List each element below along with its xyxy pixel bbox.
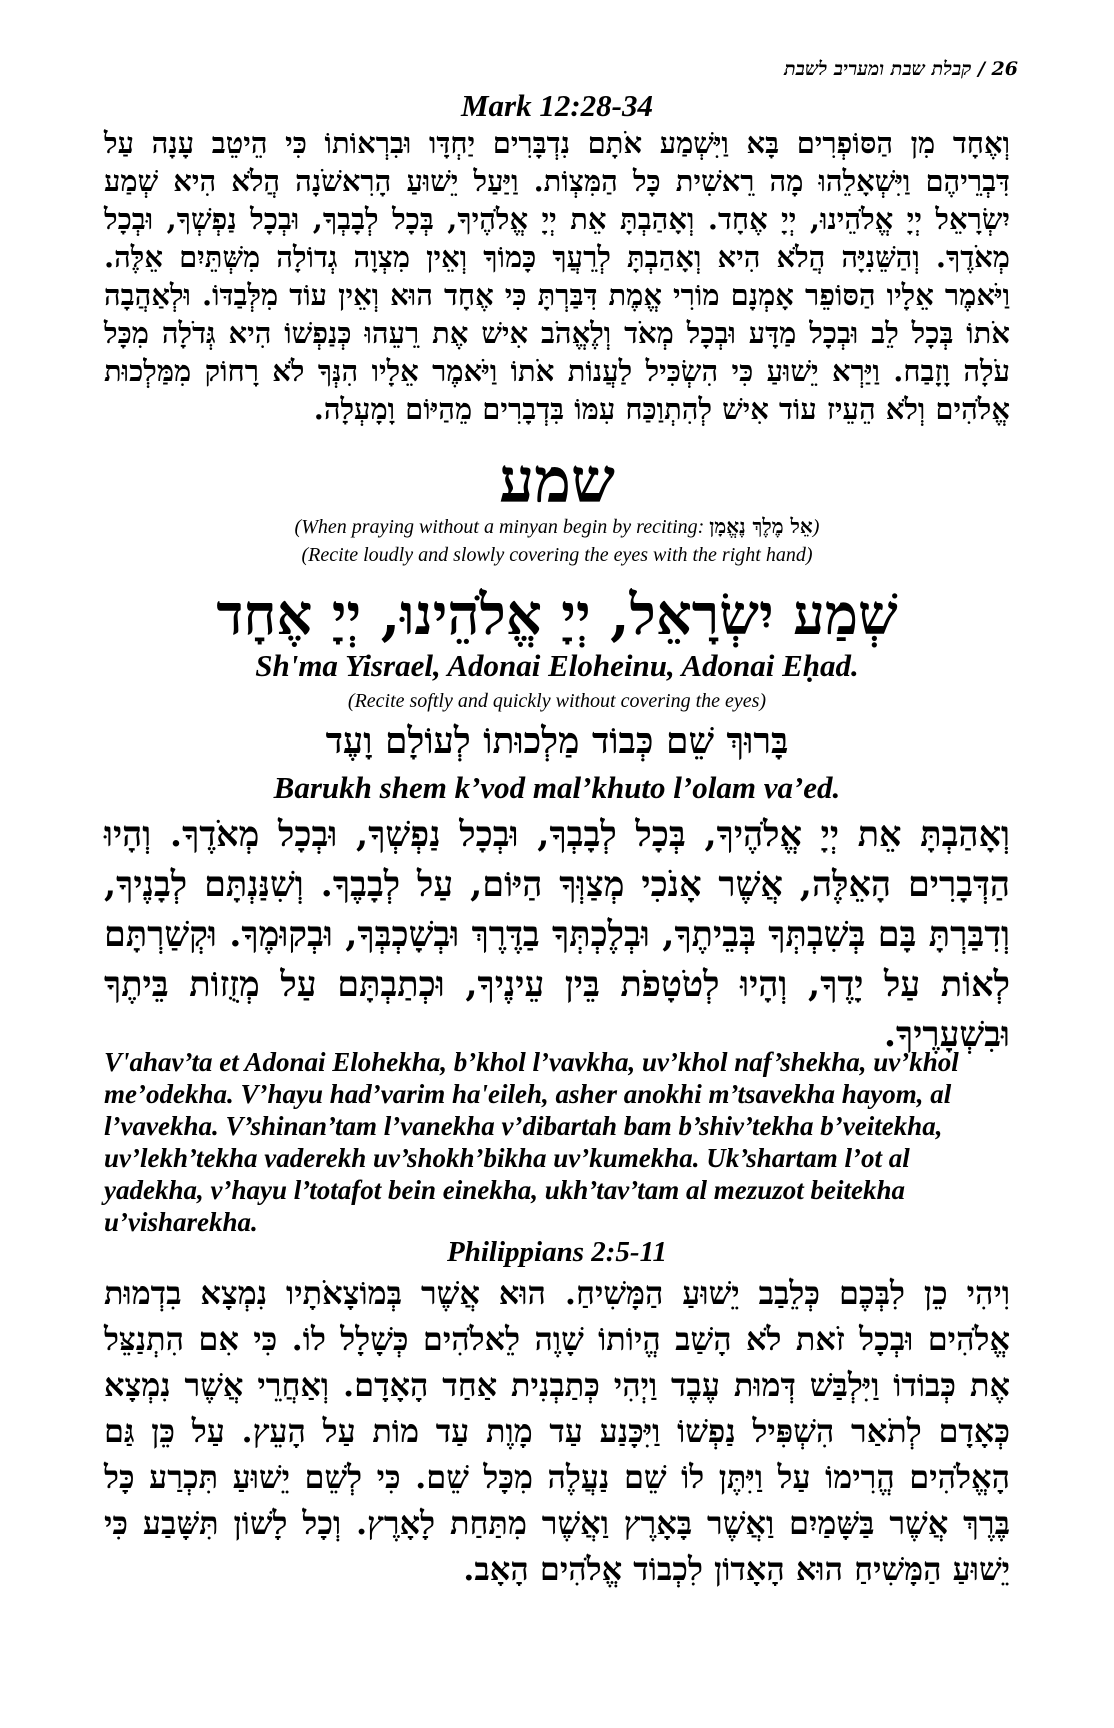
- instruction-recite-loudly: (Recite loudly and slowly covering the eyes with the right hand): [301, 544, 813, 566]
- mark-passage-hebrew: וְאֶחָד מִן הַסּוֹפְרִים בָּא וַיִּשְׁמַע אֹתָם נִדְבָּרִים יַחְדָּו וּבִרְאוֹתוֹ כִּי הֵיטֵב עָנָה עַל דִּבְרֵיהֶם וַיִּשְׁאָלֵהוּ מָה רֵאשִׁית כָּל הַמִּצְוֹת. וַיַּעַל יֵשׁוּעַ הָרִאשֹׁנָה הֲלֹא הִיא שְׁמַע יִשְׂרָאֵל יְיָ אֱלֹהֵינוּ, יְיָ אֶחָד. וְאָהַבְתָּ אֵת יְיָ אֱלֹהֶיךָ, בְּכָל לְבָבְךָ, וּבְכָל נַפְשְׁךָ, וּבְכָל מְאֹדֶךָ. וְהַשֵּׁנִיָּה הֲלֹא הִיא וְאָהַבְתָּ לְרֵעֲךָ כָּמוֹךָ וְאֵין מִצְוָה גְדוֹלָה מִשְּׁתֵּיִם אֵלֶּה. וַיֹּאמֶר אֵלָיו הַסּוֹפֵר אָמְנָם מוֹרִי אֱמֶת דִּבַּרְתָּ כִּי אֶחָד הוּא וְאֵין עוֹד מִלְּבַדּוֹ. וּלְאַהֲבָה אֹתוֹ בְּכָל לֵב וּבְכָל מַדָּע וּבְכָל מְאֹד וְלֶאֱהֹב אִישׁ אֶת רֵעֵהוּ כְּנַפְשׁוֹ הִיא גְּדֹלָה מִכָּל עֹלָה וָזָבַח. וַיַּרְא יֵשׁוּעַ כִּי הִשְׂכִּיל לַעֲנוֹת אֹתוֹ וַיֹּאמֶר אֵלָיו הִנְּךָ לֹא רָחוֹק מִמַּלְכוּת אֱלֹהִים וְלֹא הֵעֵיז עוֹד אִישׁ לְהִתְוַכַּח עִמּוֹ בִּדְבָרִים מֵהַיּוֹם וָמָעְלָה.: [104, 126, 1010, 426]
- instruction-without-minyan: [0, 514, 1114, 539]
- shma-yisrael-transliteration: Sh'ma Yisrael, Adonai Eloheinu, Adonai Eḥad.: [255, 648, 859, 683]
- el-melech-neeman-hebrew: אֵל מֶלֶךְ נֶאֱמָן: [709, 514, 813, 538]
- running-head: 26 / קבלת שבת ומעריב לשבת: [784, 58, 1018, 80]
- mark-reference-title: Mark 12:28-34: [460, 88, 654, 123]
- instruction-without-minyan-text: (When praying without a minyan begin by reciting:: [294, 516, 710, 538]
- instruction-recite-softly: (Recite softly and quickly without covering the eyes): [347, 690, 767, 712]
- shma-section-title: שמע: [499, 444, 615, 517]
- shma-yisrael-hebrew: שְׁמַע יִשְׂרָאֵל, יְיָ אֱלֹהֵינוּ, יְיָ אֶחָד: [216, 582, 898, 648]
- vahavta-hebrew: וְאָהַבְתָּ אֵת יְיָ אֱלֹהֶיךָ, בְּכָל לְבָבְךָ, וּבְכָל נַפְשְׁךָ, וּבְכָל מְאֹדֶךָ. וְהָיוּ הַדְּבָרִים הָאֵלֶּה, אֲשֶׁר אָנֹכִי מְצַוְּךָ הַיּוֹם, עַל לְבָבֶךָ. וְשִׁנַּנְתָּם לְבָנֶיךָ, וְדִבַּרְתָּ בָּם בְּשִׁבְתְּךָ בְּבֵיתֶךָ, וּבְלֶכְתְּךָ בַדֶּרֶךְ וּבְשָׁכְבְּךָ, וּבְקוּמֶךָ. וּקְשַׁרְתָּם לְאוֹת עַל יָדֶךָ, וְהָיוּ לְטֹטָפֹת בֵּין עֵינֶיךָ, וּכְתַבְתָּם עַל מְזֻזוֹת בֵּיתֶךָ וּבִשְׁעָרֶיךָ.: [104, 814, 1010, 1055]
- instruction-close-paren: ): [812, 516, 820, 538]
- baruch-shem-transliteration: Barukh shem k’vod mal’khuto l’olam va’ed.: [273, 770, 841, 805]
- vahavta-transliteration: V'ahav’ta et Adonai Elohekha, b’khol l’vavkha, uv’khol naf’shekha, uv’khol me’odekha. V’hayu had’varim ha'eileh, asher anokhi m’tsavekha hayom, al l’vavekha. V’shinan’tam l’vanekha v’dibartah bam b’shiv’tekha b’veitekha, uv’lekh’tekha vaderekh uv’shokh’bikha uv’kumekha. Uk’shartam l’ot al yadekha, v’hayu l’totafot bein einekha, ukh’tav’tam al mezuzot beitekha u’visharekha.: [104, 1047, 959, 1237]
- philippians-reference-title: Philippians 2:5-11: [447, 1236, 667, 1268]
- baruch-shem-hebrew: בָּרוּךְ שֵׁם כְּבוֹד מַלְכוּתוֹ לְעוֹלָם וָעֶד: [325, 720, 789, 762]
- philippians-passage-hebrew: וִיהִי כֵן לִבְּכֶם כְּלֵבַב יֵשׁוּעַ הַמָּשִׁיחַ. הוּא אֲשֶׁר בְּמוֹצָאֹתָיו נִמְצָא בִדְמוּת אֱלֹהִים וּבְכָל זֹאת לֹא הָשַׁב הֱיוֹתוֹ שָׁוֶה לֵאלֹהִים כְּשָׁלָל לוֹ. כִּי אִם הִתְנַצֵּל אֶת כְּבוֹדוֹ וַיִּלְבַּשׁ דְּמוּת עֶבֶד וַיְהִי כְּתַבְנִית אַחַד הָאָדָם. וְאַחֲרֵי אֲשֶׁר נִמְצָא כְּאָדָם לְתֹאַר הִשְׁפִּיל נַפְשׁוֹ וַיִּכָּנַע עַד מָוֶת עַד מוֹת עַל הָעֵץ. עַל כֵּן גַּם הָאֱלֹהִים הֱרִימוֹ עַל וַיִּתֶּן לוֹ שֵׁם נַעֲלֶה מִכָּל שֵׁם. כִּי לְשֵׁם יֵשׁוּעַ תִּכְרַע כָּל בֶּרֶךְ אֲשֶׁר בַּשָּׁמַיִם וַאֲשֶׁר בָּאָרֶץ וַאֲשֶׁר מִתַּחַת לָאָרֶץ. וְכָל לָשׁוֹן תִּשָּׁבַע כִּי יֵשׁוּעַ הַמָּשִׁיחַ הוּא הָאָדוֹן לִכְבוֹד אֱלֹהִים הָאָב.: [104, 1274, 1011, 1588]
